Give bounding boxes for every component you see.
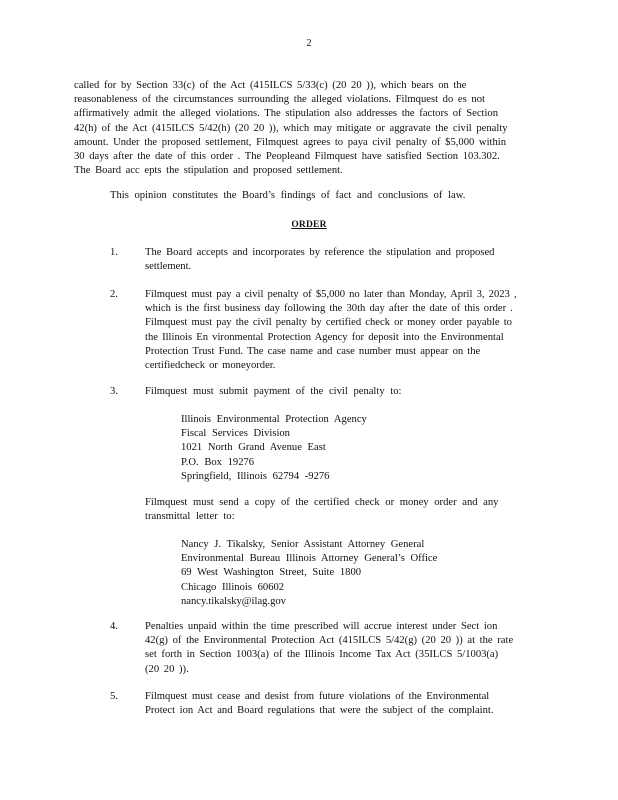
item-followup-text <box>145 496 540 524</box>
intro-line: 30 days after the date of this order . The Peopleand Filmquest have satisfied Section 103.302. <box>74 151 500 163</box>
page-number: 2 <box>306 38 312 49</box>
item-number: 5. <box>110 691 118 702</box>
item-line: Penalties unpaid within the time prescribed will accrue interest under Sect ion <box>145 621 498 632</box>
address-line: Environmental Bureau Illinois Attorney General’s Office <box>181 553 438 565</box>
order-heading <box>0 218 618 232</box>
item-number: 2. <box>110 289 118 300</box>
intro-paragraph <box>74 79 508 178</box>
address-line: Illinois Environmental Protection Agency <box>181 414 367 425</box>
item-line: which is the first business day following the 30th day after the date of this order . <box>145 303 513 315</box>
item-line: transmittal letter to: <box>145 511 235 523</box>
attorney-address <box>181 538 437 609</box>
item-line: set forth in Section 1003(a) of the Illinois Income Tax Act (35ILCS 5/1003(a) <box>145 649 499 661</box>
item-line: Protect ion Act and Board regulations that were the subject of the complaint. <box>145 705 494 717</box>
intro-line: 42(h) of the Act (415ILCS 5/42(h) (20 20 )), which may mitigate or aggravate the civil penalty <box>74 122 508 134</box>
payment-address <box>181 413 367 484</box>
item-line: the Illinois En vironmental Protection Agency for deposit into the Environmental <box>145 331 504 343</box>
intro-line: reasonableness of the circumstances surrounding the alleged violations. Filmquest do es not <box>74 94 485 106</box>
address-line: Springfield, Illinois 62794 -9276 <box>181 470 330 482</box>
item-text <box>145 620 540 677</box>
item-text <box>145 246 540 274</box>
address-line: Nancy J. Tikalsky, Senior Assistant Attorney General <box>181 539 425 550</box>
item-line: settlement. <box>145 261 192 273</box>
item-text <box>145 385 540 399</box>
item-number: 1. <box>110 247 118 258</box>
intro-line: affirmatively admit the alleged violations. The stipulation also addresses the factors of Section <box>74 108 499 120</box>
address-line: 1021 North Grand Avenue East <box>181 442 326 454</box>
item-text <box>145 288 540 373</box>
item-line: The Board accepts and incorporates by reference the stipulation and proposed <box>145 247 495 258</box>
item-line: certifiedcheck or moneyorder. <box>145 360 276 372</box>
item-line: Filmquest must pay the civil penalty by certified check or money order payable to <box>145 317 512 329</box>
item-line: (20 20 )). <box>145 663 189 675</box>
intro-line: called for by Section 33(c) of the Act (415ILCS 5/33(c) (20 20 )), which bears on the <box>74 80 467 91</box>
item-number: 3. <box>110 386 118 397</box>
item-text <box>145 690 540 718</box>
intro-line: amount. Under the proposed settlement, Filmquest agrees to paya civil penalty of $5,000 within <box>74 136 507 148</box>
address-line: 69 West Washington Street, Suite 1800 <box>181 567 362 579</box>
address-line: Chicago Illinois 60602 <box>181 581 285 593</box>
item-number: 4. <box>110 621 118 632</box>
item-line: 42(g) of the Environmental Protection Act (415ILCS 5/42(g) (20 20 )) at the rate <box>145 635 514 647</box>
opinion-statement: This opinion constitutes the Board’s findings of fact and conclusions of law. <box>110 190 466 201</box>
item-line: Filmquest must send a copy of the certified check or money order and any <box>145 497 499 508</box>
attorney-email[interactable]: nancy.tikalsky@ilag.gov <box>181 595 286 607</box>
item-line: Protection Trust Fund. The case name and case number must appear on the <box>145 345 481 357</box>
address-line: Fiscal Services Division <box>181 428 290 440</box>
item-line: Filmquest must submit payment of the civil penalty to: <box>145 386 402 397</box>
item-line: Filmquest must pay a civil penalty of $5,000 no later than Monday, April 3, 2023 , <box>145 289 517 300</box>
order-heading-text: ORDER <box>291 220 327 230</box>
address-line: P.O. Box 19276 <box>181 456 255 468</box>
item-line: Filmquest must cease and desist from future violations of the Environmental <box>145 691 490 702</box>
intro-line: The Board acc epts the stipulation and proposed settlement. <box>74 165 343 177</box>
